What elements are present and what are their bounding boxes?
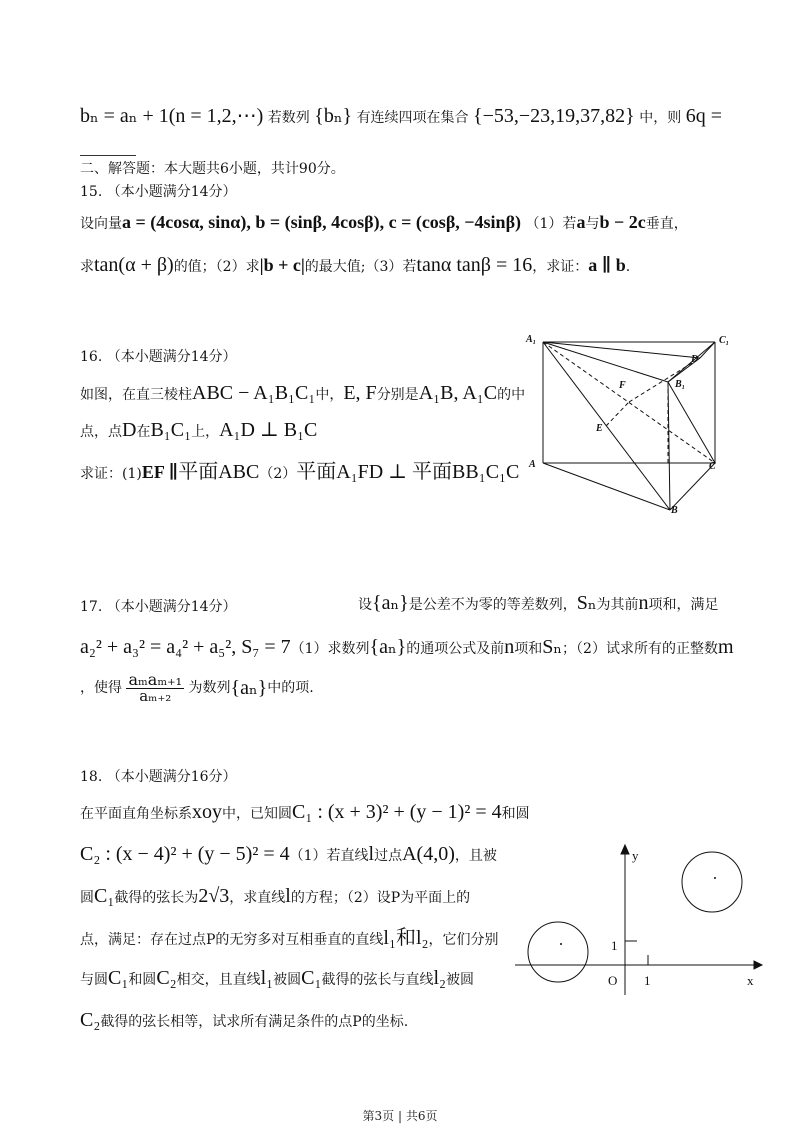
- label-A1: A₁: [526, 334, 537, 345]
- q18-line6: C₂截得的弦长相等，试求所有满足条件的点P的坐标.: [80, 1009, 409, 1031]
- x-axis-label: x: [747, 973, 754, 988]
- q18-line2: C₂ : (x − 4)² + (y − 5)² = 4（1）若直线l过点A(4,0)，且被: [80, 843, 497, 865]
- set-values: {−53,−23,19,37,82}: [473, 105, 635, 127]
- x-unit-label: 1: [644, 973, 651, 988]
- fraction: $\frac{\text{aₘaₘ₊₁}}{\text{aₘ₊₂}}$: [128, 670, 183, 705]
- label-B: B: [671, 505, 678, 516]
- q17-header-right: 设{aₙ}是公差不为零的等差数列，Sₙ为其前n项和，满足: [358, 592, 719, 614]
- vector-defs: a = (4cosα, sinα), b = (sinβ, 4cosβ), c = (cosβ, −4sinβ): [122, 212, 522, 232]
- label-E: E: [596, 423, 603, 434]
- q17-line3: ，使得 $\frac{\text{aₘaₘ₊₁}}{\text{aₘ₊₂}}$ 为数列{aₙ}中的项.: [80, 670, 314, 705]
- q18-line1: 在平面直角坐标系xoy中，已知圆C₁ : (x + 3)² + (y − 1)² = 4和圆: [80, 801, 530, 823]
- label-A: A: [529, 459, 536, 470]
- origin-label: O: [608, 973, 618, 988]
- circle-c2: [682, 852, 742, 912]
- q18-line3: 圆C₁截得的弦长为2√3，求直线l的方程；（2）设P为平面上的: [80, 885, 471, 907]
- label-F: F: [619, 380, 626, 391]
- q14-line: bₙ = aₙ + 1(n = 1,2,⋯) 若数列 {bₙ} 有连续四项在集合 {−53,−23,19,37,82} 中，则 6q =: [80, 105, 722, 127]
- label-B1: B₁: [675, 379, 686, 390]
- q18-line5: 与圆C₁和圆C₂相交，且直线l₁被圆C₁截得的弦长与直线l₂被圆: [80, 967, 474, 989]
- page-footer: 第3页 | 共6页: [362, 1109, 438, 1123]
- coordinate-diagram: [510, 840, 770, 1000]
- circle-c1: [528, 922, 588, 982]
- label-C: C: [709, 461, 716, 472]
- label-D: D: [691, 354, 699, 365]
- y-axis-label: y: [632, 848, 639, 863]
- q16-line2: 点，点D在B₁C₁上，A₁D ⊥ B₁C: [80, 419, 318, 441]
- section-heading: 二、解答题：本大题共6小题，共计90分。: [80, 161, 345, 177]
- q16-header: 16. （本小题满分14分）: [80, 349, 237, 365]
- q18-header: 18. （本小题满分16分）: [80, 769, 237, 785]
- q15-line2: 求tan(α + β)的值；（2）求|b + c|的最大值;（3）若tanα tanβ = 16，求证：a ∥ b.: [80, 254, 631, 276]
- q15-line1: 设向量a = (4cosα, sinα), b = (sinβ, 4cosβ), c = (cosβ, −4sinβ) （1）若a与b − 2c垂直，: [80, 212, 688, 232]
- separator-line: [80, 155, 136, 156]
- y-unit-label: 1: [611, 938, 618, 953]
- q18-line4: 点，满足：存在过点P的无穷多对互相垂直的直线l₁和l₂，它们分别: [80, 927, 499, 949]
- q16-line1: 如图，在直三棱柱ABC − A₁B₁C₁中，E, F分别是A₁B, A₁C的中: [80, 382, 526, 404]
- q14-formula: bₙ = aₙ + 1(n = 1,2,⋯): [80, 105, 264, 127]
- answer-blank: 6q =: [685, 105, 722, 127]
- q16-line3: 求证：(1)EF ∥平面ABC（2）平面A₁FD ⊥ 平面BB₁C₁C: [80, 461, 520, 483]
- prism-diagram: [520, 330, 745, 525]
- q17-header: 17. （本小题满分14分）: [80, 599, 237, 615]
- set-bn: {bₙ}: [314, 105, 353, 127]
- q15-header: 15. （本小题满分14分）: [80, 184, 237, 200]
- label-C1: C₁: [719, 335, 730, 346]
- q17-line2: a₂² + a₃² = a₄² + a₅², S₇ = 7（1）求数列{aₙ}的通项公式及前n项和Sₙ；（2）试求所有的正整数m: [80, 636, 734, 658]
